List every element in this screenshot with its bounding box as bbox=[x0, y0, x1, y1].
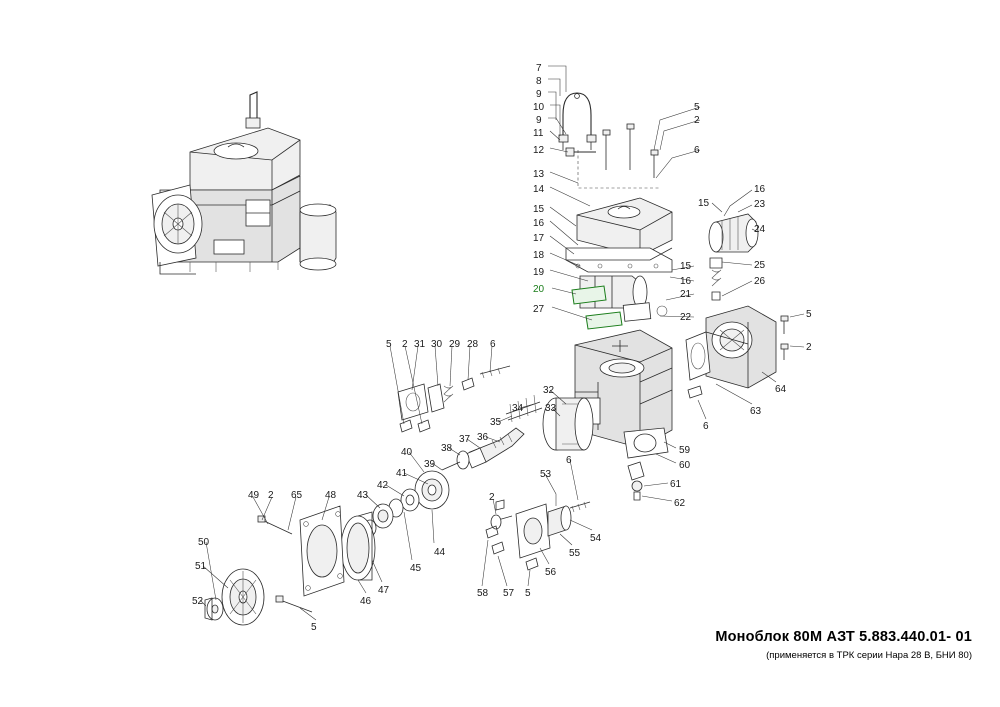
callout-56: 56 bbox=[545, 567, 557, 578]
callout-12: 12 bbox=[533, 145, 545, 156]
callout-33: 33 bbox=[545, 403, 557, 414]
callout-47: 47 bbox=[378, 585, 390, 596]
callout-30: 30 bbox=[431, 339, 443, 350]
valve-group bbox=[486, 500, 590, 570]
callout-6-d: 6 bbox=[566, 455, 572, 466]
callout-2-e: 2 bbox=[489, 492, 495, 503]
callout-58: 58 bbox=[477, 588, 489, 599]
callout-15-a: 15 bbox=[533, 204, 545, 215]
callout-24: 24 bbox=[754, 224, 766, 235]
callout-59: 59 bbox=[679, 445, 691, 456]
callout-20: 20 bbox=[533, 284, 545, 295]
callout-21: 21 bbox=[680, 289, 692, 300]
callout-34: 34 bbox=[512, 403, 524, 414]
callout-51: 51 bbox=[195, 561, 207, 572]
callout-2-a: 2 bbox=[694, 115, 700, 126]
callout-49: 49 bbox=[248, 490, 260, 501]
callout-36: 36 bbox=[477, 432, 489, 443]
callout-45: 45 bbox=[410, 563, 422, 574]
callout-32: 32 bbox=[543, 385, 555, 396]
callout-25: 25 bbox=[754, 260, 766, 271]
right-filter-group bbox=[686, 214, 788, 398]
callout-50: 50 bbox=[198, 537, 210, 548]
callout-9-lower: 9 bbox=[536, 115, 542, 126]
callout-53: 53 bbox=[540, 469, 552, 480]
callout-18: 18 bbox=[533, 250, 545, 261]
callout-16-a: 16 bbox=[533, 218, 545, 229]
callout-64: 64 bbox=[775, 384, 787, 395]
callout-26: 26 bbox=[754, 276, 766, 287]
callout-27: 27 bbox=[533, 304, 545, 315]
callout-41: 41 bbox=[396, 468, 408, 479]
callout-2-c: 2 bbox=[402, 339, 408, 350]
callout-6-a: 6 bbox=[694, 145, 700, 156]
callout-48: 48 bbox=[325, 490, 337, 501]
callout-29: 29 bbox=[449, 339, 461, 350]
callout-8: 8 bbox=[536, 76, 542, 87]
callout-60: 60 bbox=[679, 460, 691, 471]
main-body-block bbox=[543, 330, 672, 500]
callout-10: 10 bbox=[533, 102, 545, 113]
diagram-title: Моноблок 80М АЗТ 5.883.440.01- 01 bbox=[715, 629, 972, 645]
assembled-monoblock-view bbox=[152, 92, 336, 274]
callout-6-c: 6 bbox=[490, 339, 496, 350]
callout-11: 11 bbox=[533, 128, 544, 139]
callout-39: 39 bbox=[424, 459, 436, 470]
callout-31: 31 bbox=[414, 339, 426, 350]
callout-5-b: 5 bbox=[806, 309, 812, 320]
callout-16-c: 16 bbox=[680, 276, 692, 287]
callout-42: 42 bbox=[377, 480, 389, 491]
callout-13: 13 bbox=[533, 169, 545, 180]
callout-5-e: 5 bbox=[525, 588, 531, 599]
title-block bbox=[715, 629, 972, 661]
callout-63: 63 bbox=[750, 406, 762, 417]
callout-61: 61 bbox=[670, 479, 682, 490]
callout-17: 17 bbox=[533, 233, 545, 244]
callout-15-b: 15 bbox=[698, 198, 710, 209]
callout-22: 22 bbox=[680, 312, 692, 323]
callout-6-b: 6 bbox=[703, 421, 709, 432]
diagram-subtitle: (применяется в ТРК серии Нара 28 В, БНИ 80) bbox=[766, 650, 972, 661]
callout-7: 7 bbox=[536, 63, 542, 74]
callout-2-b: 2 bbox=[806, 342, 812, 353]
callout-2-d: 2 bbox=[268, 490, 274, 501]
callout-5-a: 5 bbox=[694, 102, 700, 113]
callout-46: 46 bbox=[360, 596, 372, 607]
callout-14: 14 bbox=[533, 184, 545, 195]
callout-28: 28 bbox=[467, 339, 479, 350]
callout-15-c: 15 bbox=[680, 261, 692, 272]
callout-16-b: 16 bbox=[754, 184, 766, 195]
callout-23: 23 bbox=[754, 199, 766, 210]
callout-55: 55 bbox=[569, 548, 581, 559]
callout-52: 52 bbox=[192, 596, 204, 607]
callout-54: 54 bbox=[590, 533, 602, 544]
callout-57: 57 bbox=[503, 588, 515, 599]
callout-43: 43 bbox=[357, 490, 369, 501]
callout-40: 40 bbox=[401, 447, 413, 458]
callout-5-c: 5 bbox=[386, 339, 392, 350]
callout-35: 35 bbox=[490, 417, 502, 428]
callout-19: 19 bbox=[533, 267, 545, 278]
callout-44: 44 bbox=[434, 547, 446, 558]
callout-65: 65 bbox=[291, 490, 303, 501]
central-housing-group bbox=[566, 198, 672, 329]
callout-37: 37 bbox=[459, 434, 471, 445]
callout-5-d: 5 bbox=[311, 622, 317, 633]
callout-9-upper: 9 bbox=[536, 89, 542, 100]
callout-62: 62 bbox=[674, 498, 686, 509]
callout-38: 38 bbox=[441, 443, 453, 454]
tube-and-fittings-group bbox=[559, 93, 660, 188]
